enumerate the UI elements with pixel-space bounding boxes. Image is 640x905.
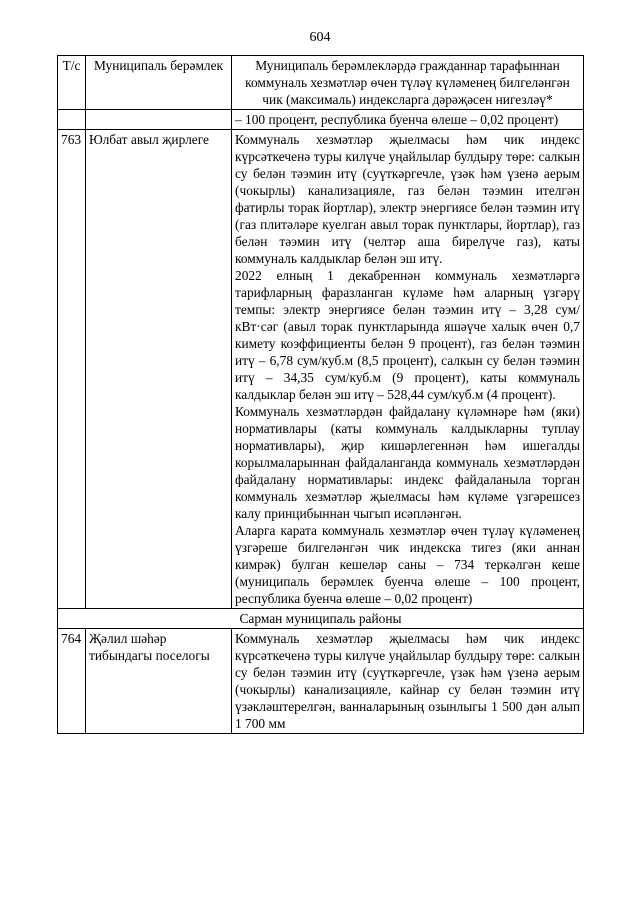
paragraph-tariffs: 2022 елның 1 декабреннән коммуналь хезмәтләргә тарифларның фаразланган күләме һәм аларның үзгәрү темпы: электр энергиясе белән тәэмин итү – 3,28 сум/кВт·сәг (авыл торак пунктларында яшәүче халык өчен 0,7 кимету коэффициенты белән 9 процент), газ белән тәэмин итү – 6,78 сум/куб.м (8,5 процент), салкын су белән тәэмин итү – 34,35 сум/куб.м (9 процент), каты коммуналь калдыклар белән эш итү – 528,44 сум/куб.м (4 процент). [235, 268, 580, 402]
paragraph-services: Коммуналь хезмәтләр җыелмасы һәм чик индекс күрсәткеченә туры килүче уңайлылар булдыру төре: салкын су белән тәэмин итү (суүткәргечле, үзәк һәм үзенә аерым (чокырлы) канализацияле, газ белән тәэмин ителгән фатирлы торак йортлар), электр энергиясе белән тәэмин итү (газ плитәләре куелган авыл торак пунктлары, йортлар), газ белән тәэмин итү (челтәр аша бирелүче газ), каты коммуналь калдыклар белән эш итү. [235, 132, 580, 266]
cell-description [232, 130, 584, 609]
cell-number [58, 110, 86, 130]
table-header-row [58, 56, 584, 110]
header-description: Муниципаль берәмлекләрдә гражданнар тарафыннан коммуналь хезмәтләр өчен түләү күләменең билгеләнгән чик (максималь) индексларга дәрәҗәсен нигезләү* [232, 56, 584, 110]
index-table [57, 55, 584, 734]
cell-municipality: Юлбат авыл җирлеге [86, 130, 232, 609]
header-number: Т/с [58, 56, 86, 110]
page-number: 604 [309, 30, 331, 45]
cell-municipality: Җәлил шәһәр тибындагы поселогы [86, 629, 232, 734]
table-row-763 [58, 130, 584, 609]
header-municipality: Муниципаль берәмлек [86, 56, 232, 110]
cell-number: 763 [58, 130, 86, 609]
cell-description: – 100 процент, республика буенча өлеше – 0,02 процент) [232, 110, 584, 130]
table-row-764 [58, 629, 584, 734]
paragraph-persons: Аларга карата коммуналь хезмәтләр өчен түләү күләменең үзгәреше билгеләнгән чик индекска тигез (яки аннан кимрәк) булган кешеләр саны – 734 теркәлгән кеше (муниципаль берәмлек буенча өлеше – 100 процент, республика буенча өлеше – 0,02 процент) [235, 523, 580, 606]
district-row [58, 609, 584, 629]
cell-number: 764 [58, 629, 86, 734]
paragraph-norms: Коммуналь хезмәтләрдән файдалану күләмнәре һәм (яки) нормативлары (каты коммуналь калдыкларны туплау нормативлары), җир кишәрлегеннән һәм ишегалды корылмаларыннан файдаланганда коммуналь хезмәтләрдән файдалану нормативлары: индекс файдаланыла торган коммуналь хезмәтләр җыелмасы һәм күләме үзгәрешсез калу принцибыннан чыгып исәпләнгән. [235, 404, 580, 521]
cell-municipality [86, 110, 232, 130]
table-row-continuation [58, 110, 584, 130]
cell-description: Коммуналь хезмәтләр җыелмасы һәм чик индекс күрсәткеченә туры килүче уңайлылар булдыру төре: салкын су белән тәэмин итү (суүткәргечле, үзәк һәм үзенә аерым (чокырлы) канализацияле, кайнар су белән тәэмин итү үзәкләштерелгән, ванналарының озынлыгы 1 500 дән алып 1 700 мм [232, 629, 584, 734]
district-name: Сарман муниципаль районы [58, 609, 584, 629]
